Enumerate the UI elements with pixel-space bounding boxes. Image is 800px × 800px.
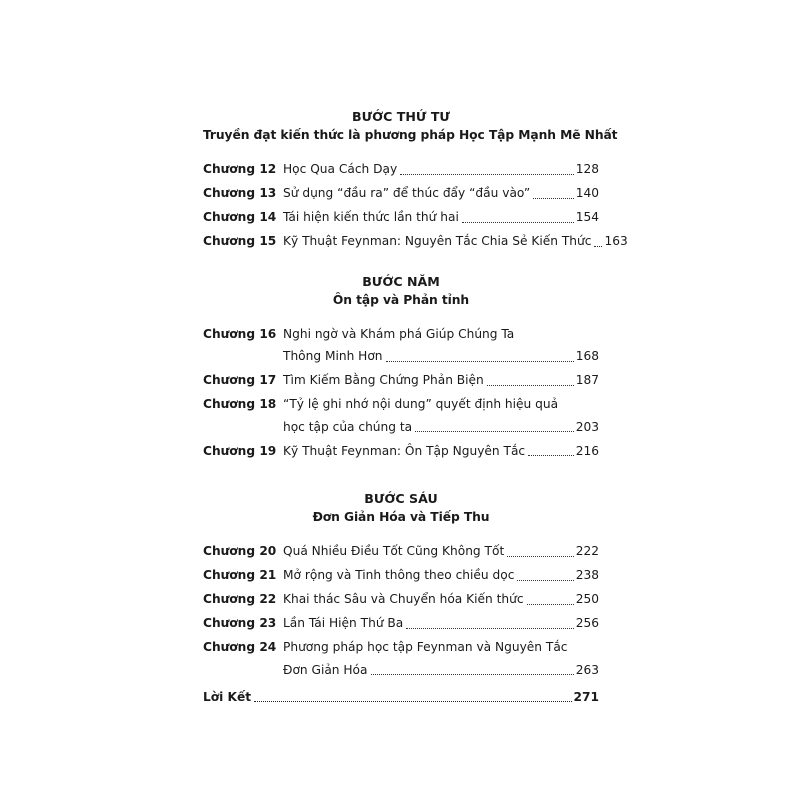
- chapter-title: Tìm Kiếm Bằng Chứng Phản Biện: [283, 373, 484, 387]
- toc-entry: [203, 230, 628, 253]
- toc-entry: [203, 158, 599, 181]
- chapter-title: Quá Nhiều Điều Tốt Cũng Không Tốt: [283, 544, 505, 558]
- section-heading: BƯỚC SÁU: [364, 491, 438, 506]
- section-heading: BƯỚC NĂM: [362, 273, 440, 289]
- chapter-label: Chương 23: [203, 616, 277, 630]
- chapter-title-block: [283, 158, 599, 181]
- chapter-title: Thông Minh Hơn: [283, 349, 383, 363]
- chapter-label: Chương 14: [203, 210, 277, 224]
- toc-entry: [203, 182, 599, 205]
- page-number: 187: [575, 373, 599, 387]
- chapter-title-line: [283, 369, 599, 392]
- dot-leader: [371, 674, 574, 675]
- chapter-label: Chương 21: [203, 568, 277, 582]
- chapter-title: Học Qua Cách Dạy: [283, 162, 398, 176]
- chapter-title-line: [283, 659, 599, 682]
- toc-entry: [203, 206, 599, 229]
- chapter-title-line: [283, 564, 599, 587]
- chapter-title-block: [283, 588, 599, 611]
- chapter-label: Chương 19: [203, 443, 277, 458]
- toc-entry: [203, 612, 599, 635]
- table-of-contents: [203, 108, 628, 701]
- toc-entry: [203, 369, 599, 392]
- toc-section: [203, 490, 599, 681]
- chapter-title-block: [283, 564, 599, 587]
- toc-entry: [203, 323, 599, 368]
- chapter-label: Chương 20: [203, 544, 277, 558]
- dot-leader: [487, 385, 574, 386]
- chapter-title: học tập của chúng ta: [283, 419, 413, 434]
- epilogue-label: Lời Kết: [203, 690, 252, 704]
- chapter-title: Đơn Giản Hóa: [283, 662, 368, 677]
- chapter-title-block: [283, 393, 599, 438]
- toc-entry: [203, 440, 599, 463]
- chapter-title: Lần Tái Hiện Thứ Ba: [283, 616, 404, 630]
- epilogue-page: 271: [573, 690, 599, 704]
- page-number: 154: [575, 210, 599, 224]
- page-number: 163: [604, 234, 628, 248]
- section-subtitle: Ôn tập và Phản tỉnh: [332, 292, 470, 307]
- chapter-title-line: [283, 612, 599, 635]
- chapter-title-block: [283, 230, 628, 253]
- dot-leader: [517, 580, 573, 581]
- chapter-title-block: [283, 369, 599, 392]
- section-subtitle: Đơn Giản Hóa và Tiếp Thu: [312, 510, 490, 524]
- toc-entry: [203, 540, 599, 563]
- toc-entry: [203, 636, 599, 681]
- chapter-title-line: [283, 540, 599, 563]
- dot-leader: [462, 222, 574, 223]
- section-subtitle: Truyền đạt kiến thức là phương pháp Học Tập Mạnh Mẽ Nhất: [203, 128, 618, 142]
- dot-leader: [406, 628, 573, 629]
- chapter-title-line: [283, 393, 599, 416]
- toc-entry: [203, 564, 599, 587]
- chapter-title: “Tỷ lệ ghi nhớ nội dung” quyết định hiệu quả: [283, 397, 559, 411]
- chapter-title-line: [283, 636, 599, 659]
- page-number: 216: [575, 443, 599, 458]
- toc-entry: [203, 588, 599, 611]
- chapter-label: Chương 17: [203, 373, 277, 387]
- chapter-title-line: [283, 323, 599, 346]
- page-number: 238: [575, 568, 599, 582]
- page-number: 222: [575, 544, 599, 558]
- chapter-label: Chương 13: [203, 186, 277, 200]
- chapter-label: Chương 24: [203, 640, 277, 654]
- dot-leader: [528, 455, 574, 456]
- toc-entry: [203, 393, 599, 438]
- page-number: 140: [575, 186, 599, 200]
- chapter-title: Sử dụng “đầu ra” để thúc đẩy “đầu vào”: [283, 186, 531, 200]
- chapter-label: Chương 16: [203, 326, 277, 341]
- chapter-title: Tái hiện kiến thức lần thứ hai: [283, 210, 459, 224]
- chapter-title-line: [283, 416, 599, 439]
- section-heading: BƯỚC THỨ TƯ: [352, 109, 450, 124]
- chapter-title-line: [283, 158, 599, 181]
- chapter-title-block: [283, 612, 599, 635]
- chapter-title: Khai thác Sâu và Chuyển hóa Kiến thức: [283, 592, 524, 606]
- chapter-title-block: [283, 182, 599, 205]
- toc-section: [203, 108, 628, 253]
- dot-leader: [507, 556, 574, 557]
- dot-leader: [400, 174, 574, 175]
- chapter-title-block: [283, 440, 599, 463]
- chapter-title-line: [283, 588, 599, 611]
- chapter-title-block: [283, 323, 599, 368]
- page-number: 128: [575, 162, 599, 176]
- page-number: 250: [575, 592, 599, 606]
- dot-leader: [594, 246, 602, 247]
- page-number: 168: [575, 349, 599, 363]
- chapter-title-line: [283, 230, 628, 253]
- epilogue-entry: [203, 686, 599, 708]
- dot-leader: [527, 604, 574, 605]
- chapter-title: Mở rộng và Tinh thông theo chiều dọc: [283, 568, 515, 582]
- chapter-title: Kỹ Thuật Feynman: Ôn Tập Nguyên Tắc: [283, 443, 526, 458]
- chapter-title-block: [283, 636, 599, 681]
- chapter-title-line: [283, 345, 599, 368]
- chapter-title: Kỹ Thuật Feynman: Nguyên Tắc Chia Sẻ Kiến Thức: [283, 234, 592, 248]
- dot-leader: [415, 431, 574, 432]
- chapter-title-block: [283, 206, 599, 229]
- chapter-label: Chương 12: [203, 162, 277, 176]
- page-number: 256: [575, 616, 599, 630]
- page-number: 203: [575, 419, 599, 434]
- page-number: 263: [575, 662, 599, 677]
- chapter-title: Nghi ngờ và Khám phá Giúp Chúng Ta: [283, 326, 515, 341]
- chapter-title: Phương pháp học tập Feynman và Nguyên Tắc: [283, 640, 568, 654]
- dot-leader: [386, 361, 574, 362]
- chapter-title-block: [283, 540, 599, 563]
- dot-leader: [533, 198, 573, 199]
- chapter-title-line: [283, 182, 599, 205]
- toc-section: [203, 273, 599, 463]
- chapter-label: Chương 18: [203, 397, 277, 411]
- dot-leader: [254, 701, 571, 702]
- chapter-label: Chương 22: [203, 592, 277, 606]
- chapter-title-line: [283, 206, 599, 229]
- chapter-title-line: [283, 440, 599, 463]
- chapter-label: Chương 15: [203, 234, 277, 248]
